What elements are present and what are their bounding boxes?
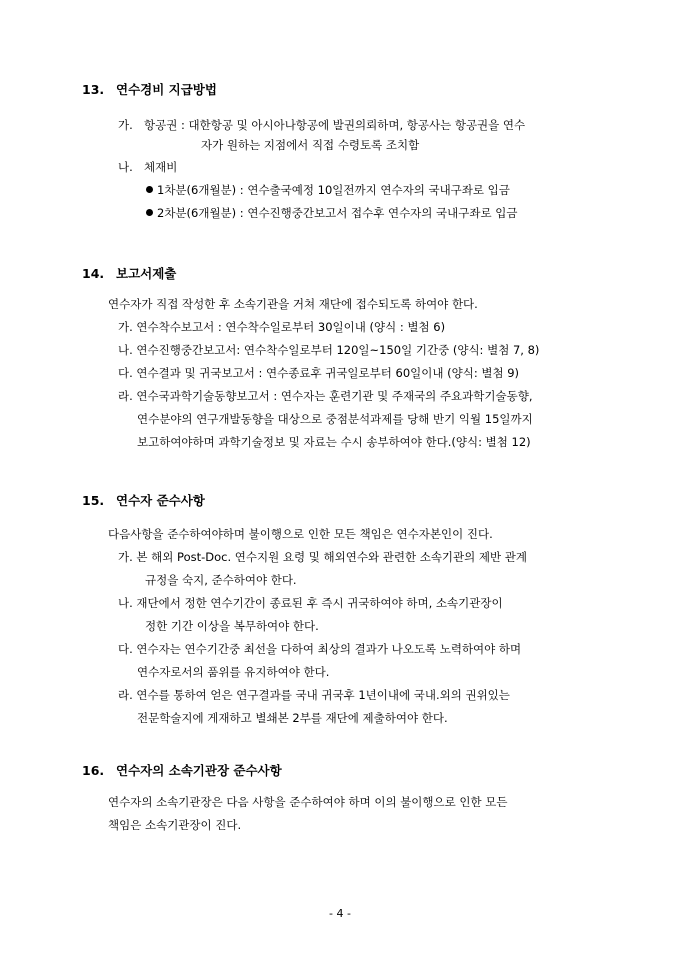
bullet-icon — [146, 186, 153, 193]
bullet-text: 1차분(6개월분) : 연수출국예정 10일전까지 연수자의 국내구좌로 입금 — [157, 183, 510, 197]
list-item-ga-continuation: 규정을 숙지, 준수하여야 한다. — [145, 573, 297, 587]
list-item-ra: 라. 연수국과학기술동향보고서 : 연수자는 훈련기관 및 주재국의 주요과학기술동향, — [118, 389, 533, 403]
item-marker: 나. — [118, 160, 133, 174]
section-title: 보고서제출 — [116, 266, 177, 281]
section-14-intro: 연수자가 직접 작성한 후 소속기관을 거쳐 재단에 접수되도록 하여야 한다. — [108, 297, 478, 311]
section-13-heading — [82, 84, 217, 97]
list-item-da: 다. 연수자는 연수기간중 최선을 다하여 최상의 결과가 나오도록 노력하여야 하며 — [118, 642, 522, 656]
list-item-na: 나. 재단에서 정한 연수기간이 종료된 후 즉시 귀국하여야 하며, 소속기관장이 — [118, 596, 503, 610]
list-item-ra-continuation: 보고하여야하며 과학기술정보 및 자료는 수시 송부하여야 한다.(양식: 별첨 12) — [137, 435, 531, 449]
section-15-heading — [82, 495, 205, 508]
bullet-item-1 — [146, 185, 510, 197]
section-15-intro: 다음사항을 준수하여야하며 불이행으로 인한 모든 책임은 연수자본인이 진다. — [108, 527, 493, 541]
bullet-text: 2차분(6개월분) : 연수진행중간보고서 접수후 연수자의 국내구좌로 입금 — [157, 206, 518, 220]
section-number: 13. — [82, 82, 105, 97]
section-number: 15. — [82, 493, 105, 508]
section-16-paragraph-line: 책임은 소속기관장이 진다. — [108, 818, 242, 832]
item-marker: 가. — [118, 118, 133, 132]
section-title: 연수자 준수사항 — [116, 493, 205, 508]
list-item-na: 나. 연수진행중간보고서: 연수착수일로부터 120일~150일 기간중 (양식: 별첨 7, 8) — [118, 343, 540, 357]
list-item-na-continuation: 정한 기간 이상을 복무하여야 한다. — [145, 619, 319, 633]
section-number: 16. — [82, 763, 105, 778]
page-number: - 4 - — [329, 907, 351, 920]
item-text: 체재비 — [144, 160, 178, 174]
list-item-ga: 가. 연수착수보고서 : 연수착수일로부터 30일이내 (양식 : 별첨 6) — [118, 320, 446, 334]
list-item-ra: 라. 연수를 통하여 얻은 연구결과를 국내 귀국후 1년이내에 국내.외의 권위있는 — [118, 688, 510, 702]
bullet-item-2 — [146, 208, 517, 220]
list-item-na — [118, 162, 177, 174]
section-16-heading — [82, 765, 282, 778]
section-title: 연수경비 지급방법 — [116, 82, 217, 97]
list-item-ga — [118, 120, 525, 132]
list-item-ra-continuation: 전문학술지에 게재하고 별쇄본 2부를 재단에 제출하여야 한다. — [137, 711, 448, 725]
item-text: 항공권 : 대한항공 및 아시아나항공에 발권의뢰하며, 항공사는 항공권을 연수 — [144, 118, 526, 132]
list-item-ra-continuation: 연수분야의 연구개발동향을 대상으로 중점분석과제를 당해 반기 익월 15일까지 — [137, 412, 533, 426]
list-item-da: 다. 연수결과 및 귀국보고서 : 연수종료후 귀국일로부터 60일이내 (양식: 별첨 9) — [118, 366, 520, 380]
list-item-da-continuation: 연수자로서의 품위를 유지하여야 한다. — [137, 665, 330, 679]
list-item-ga: 가. 본 해외 Post-Doc. 연수지원 요령 및 해외연수와 관련한 소속기관의 제반 관계 — [118, 550, 527, 564]
bullet-icon — [146, 209, 153, 216]
list-item-ga-continuation: 자가 원하는 지점에서 직접 수령토록 조치함 — [201, 138, 420, 152]
section-title: 연수자의 소속기관장 준수사항 — [116, 763, 282, 778]
section-14-heading — [82, 268, 176, 281]
section-number: 14. — [82, 266, 105, 281]
section-16-paragraph-line: 연수자의 소속기관장은 다음 사항을 준수하여야 하며 이의 불이행으로 인한 모든 — [108, 795, 508, 809]
